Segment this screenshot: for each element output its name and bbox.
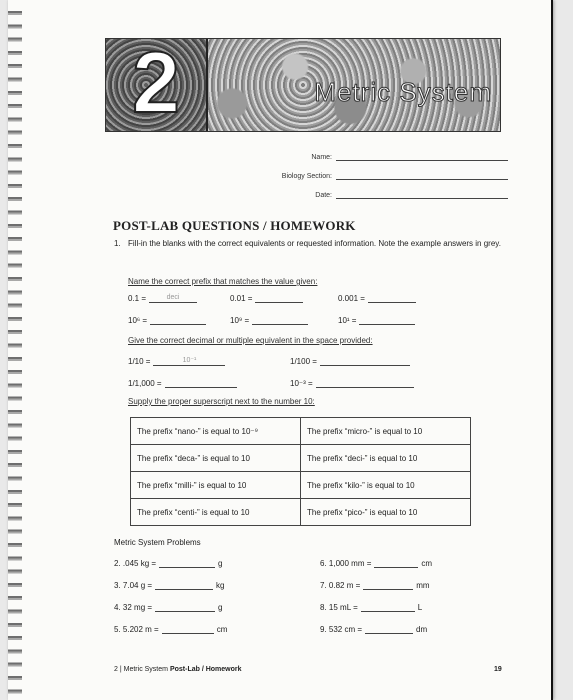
problem-unit: cm [216,625,228,634]
table-cell[interactable]: The prefix “micro-” is equal to 10 [301,418,471,445]
date-field[interactable] [238,184,508,199]
answer-blank[interactable] [361,601,415,612]
item-label: 0.1 = [128,294,147,303]
page-heading: POST-LAB QUESTIONS / HOMEWORK [113,218,356,233]
answer-blank[interactable] [365,623,413,634]
page-number-left: 2 [114,666,118,673]
answer-blank[interactable] [155,601,215,612]
decimal-item [128,355,225,366]
answer-blank[interactable] [149,292,197,303]
answer-blank[interactable] [165,377,237,388]
problem-unit: g [218,559,223,568]
item-label: 10⁶ = [128,316,148,325]
item-label: 1/10 = [128,357,151,366]
problem-number: 8. [320,603,327,612]
table-row [131,445,471,472]
table-cell[interactable]: The prefix “milli-” is equal to 10 [131,472,301,499]
problem-number: 2. [114,559,121,568]
answer-blank[interactable] [155,579,213,590]
problem-number: 7. [320,581,327,590]
chapter-title: Metric System [314,77,492,107]
item-label: 10⁹ = [230,316,250,325]
example-answer: deci [166,294,180,301]
footer-chapter: Metric System [123,666,168,673]
prefix-item [338,292,416,303]
problem-unit: mm [416,581,430,590]
problem-number: 3. [114,581,121,590]
problem-label: 15 mL = [328,603,358,612]
problem-number: 4. [114,603,121,612]
problem-number: 6. [320,559,327,568]
worksheet-page [8,0,553,700]
example-answer: 10⁻¹ [182,357,197,364]
table-cell[interactable]: The prefix “pico-” is equal to 10 [301,499,471,526]
superscript-table [130,417,471,526]
question-text: Fill-in the blanks with the correct equivalents or requested information. Note the example answers in grey. [128,239,501,248]
question-1 [114,238,504,250]
question-number: 1. [114,239,121,248]
decimal-item [290,355,410,366]
superscript-section-title: Supply the proper superscript next to the number 10: [128,397,315,406]
name-line[interactable] [336,151,508,161]
problem-number: 5. [114,625,121,634]
problem-unit: dm [416,625,428,634]
table-row [131,499,471,526]
table-row [131,472,471,499]
problem-item [114,579,225,590]
prefix-item [338,314,415,325]
answer-blank[interactable] [159,557,215,568]
problem-item [320,623,427,634]
problem-item [320,579,430,590]
answer-blank[interactable] [374,557,418,568]
problem-label: 1,000 mm = [328,559,372,568]
name-label: Name: [311,154,332,161]
table-row [131,418,471,445]
problem-unit: kg [216,581,225,590]
decimal-item [290,377,414,388]
problem-unit: L [417,603,423,612]
table-cell[interactable]: The prefix “nano-” is equal to 10⁻⁹ [131,418,301,445]
decimal-section-title: Give the correct decimal or multiple equivalent in the space provided: [128,336,373,345]
item-label: 10⁻³ = [290,379,313,388]
answer-blank[interactable] [150,314,206,325]
section-label: Biology Section: [281,173,332,180]
prefix-item [128,292,197,303]
answer-blank[interactable] [320,355,410,366]
answer-blank[interactable] [368,292,416,303]
decimal-item [128,377,237,388]
problem-item [320,557,432,568]
answer-blank[interactable] [252,314,308,325]
footer-left [114,666,242,673]
section-line[interactable] [336,170,508,180]
answer-blank[interactable] [359,314,415,325]
table-cell[interactable]: The prefix “deci-” is equal to 10 [301,445,471,472]
prefix-item [230,314,308,325]
problem-item [114,623,227,634]
item-label: 0.01 = [230,294,253,303]
item-label: 0.001 = [338,294,365,303]
date-line[interactable] [336,189,508,199]
spiral-binding [8,6,22,696]
footer-separator: | [119,666,122,673]
answer-blank[interactable] [363,579,413,590]
date-label: Date: [315,192,332,199]
problem-unit: cm [421,559,433,568]
item-label: 10¹ = [338,316,357,325]
problem-label: 7.04 g = [122,581,153,590]
chapter-number: 2 [132,38,180,131]
problem-label: 32 mg = [122,603,153,612]
table-cell[interactable]: The prefix “centi-” is equal to 10 [131,499,301,526]
problem-item [114,601,223,612]
answer-blank[interactable] [153,355,225,366]
problem-item [320,601,422,612]
section-field[interactable] [238,165,508,180]
answer-blank[interactable] [316,377,414,388]
table-cell[interactable]: The prefix “kilo-” is equal to 10 [301,472,471,499]
answer-blank[interactable] [162,623,214,634]
problem-unit: g [218,603,223,612]
problem-number: 9. [320,625,327,634]
item-label: 1/100 = [290,357,317,366]
answer-blank[interactable] [255,292,303,303]
problems-title: Metric System Problems [114,538,201,547]
footer-section: Post-Lab / Homework [169,666,242,673]
item-label: 1/1,000 = [128,379,162,388]
prefix-item [230,292,303,303]
student-info-fields [238,146,508,203]
problem-item [114,557,223,568]
name-field[interactable] [238,146,508,161]
prefix-item [128,314,206,325]
problem-label: 532 cm = [328,625,363,634]
page-number-right: 19 [494,666,502,673]
problem-label: .045 kg = [122,559,157,568]
chapter-number-box [106,39,208,131]
prefix-section-title: Name the correct prefix that matches the value given: [128,277,318,286]
problem-label: 0.82 m = [328,581,361,590]
problem-label: 5.202 m = [122,625,159,634]
table-cell[interactable]: The prefix “deca-” is equal to 10 [131,445,301,472]
chapter-banner [105,38,501,132]
